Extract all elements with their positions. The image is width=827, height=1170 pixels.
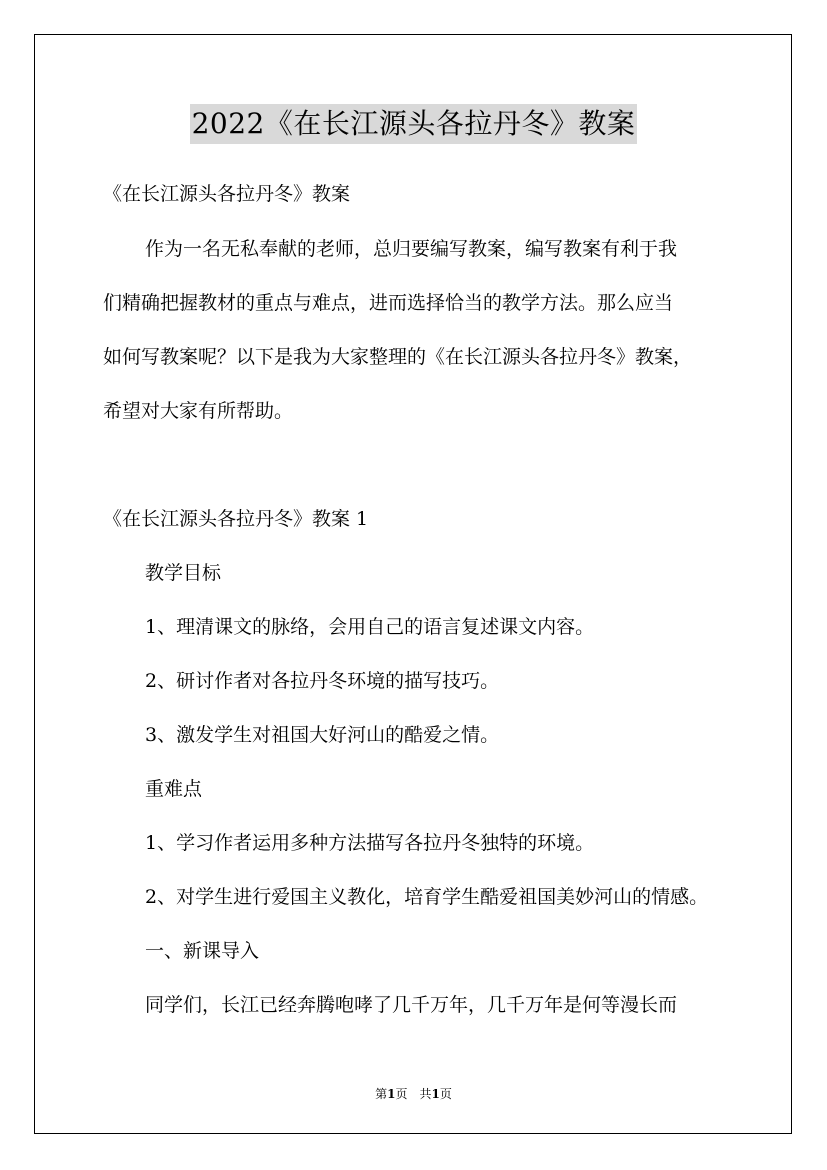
goal-item: 3、激发学生对祖国大好河山的酷爱之情。 <box>145 724 500 746</box>
body-paragraph: 同学们，长江已经奔腾咆哮了几千万年，几千万年是何等漫长而 <box>145 994 678 1016</box>
goal-item: 2、研讨作者对各拉丹冬环境的描写技巧。 <box>145 670 500 692</box>
footer-suffix: 页 <box>439 1087 452 1101</box>
intro-line: 们精确把握教材的重点与难点，进而选择恰当的教学方法。那么应当 <box>103 292 674 314</box>
difficulty-heading: 重难点 <box>145 778 203 800</box>
title-container <box>0 104 827 144</box>
intro-line: 希望对大家有所帮助。 <box>103 400 294 422</box>
goal-item: 1、理清课文的脉络，会用自己的语言复述课文内容。 <box>145 616 595 638</box>
intro-line: 如何写教案呢？以下是我为大家整理的《在长江源头各拉丹冬》教案， <box>103 346 693 368</box>
footer-prefix: 第 <box>375 1087 388 1101</box>
footer-page-number: 1 <box>387 1087 396 1101</box>
part-heading: 一、新课导入 <box>145 940 260 962</box>
section-heading: 《在长江源头各拉丹冬》教案 1 <box>103 508 369 530</box>
difficulty-item: 1、学习作者运用多种方法描写各拉丹冬独特的环境。 <box>145 832 595 854</box>
goals-heading: 教学目标 <box>145 562 222 584</box>
footer-total-pages: 1 <box>431 1087 440 1101</box>
difficulty-item: 2、对学生进行爱国主义教化，培育学生酷爱祖国美妙河山的情感。 <box>145 886 709 908</box>
footer-mid: 页 共 <box>395 1087 432 1101</box>
page-footer <box>0 1086 827 1102</box>
intro-line: 作为一名无私奉献的老师，总归要编写教案，编写教案有利于我 <box>145 238 678 260</box>
document-title: 2022《在长江源头各拉丹冬》教案 <box>190 104 638 144</box>
document-subtitle: 《在长江源头各拉丹冬》教案 <box>103 183 351 205</box>
